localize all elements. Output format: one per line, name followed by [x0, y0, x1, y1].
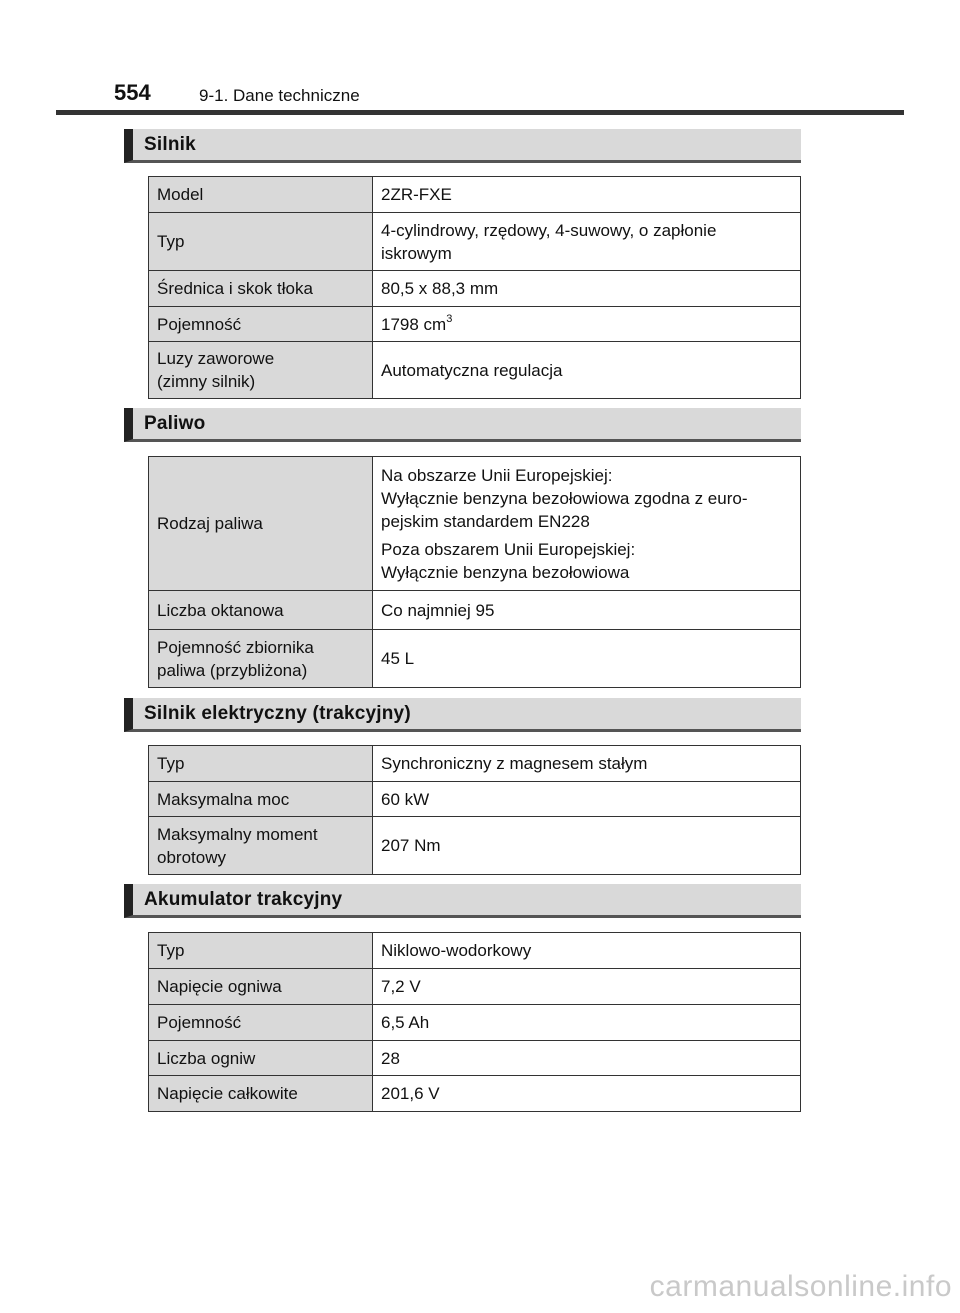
table-row [149, 457, 801, 591]
page-header [0, 0, 960, 116]
header-divider [56, 110, 904, 115]
spec-value [373, 307, 801, 342]
spec-value: Synchroniczny z magnesem stałym [373, 746, 801, 782]
spec-value: 201,6 V [373, 1076, 801, 1112]
section-silnik [124, 129, 801, 391]
spec-value-line: iskrowym [381, 243, 452, 263]
spec-label: Średnica i skok tłoka [149, 271, 373, 307]
spec-table-paliwo [148, 456, 801, 688]
table-row [149, 271, 801, 307]
spec-label: Napięcie całkowite [149, 1076, 373, 1112]
spec-value: 2ZR-FXE [373, 177, 801, 213]
table-row [149, 630, 801, 688]
table-row [149, 782, 801, 817]
spec-value [373, 457, 801, 591]
spec-table-akumulator [148, 932, 801, 1112]
table-row [149, 969, 801, 1005]
table-row [149, 933, 801, 969]
spec-label-line: Maksymalny moment [157, 824, 318, 844]
spec-value: 6,5 Ah [373, 1005, 801, 1041]
spec-value: 7,2 V [373, 969, 801, 1005]
table-row [149, 591, 801, 630]
spec-value: Co najmniej 95 [373, 591, 801, 630]
section-title: Paliwo [124, 408, 801, 442]
spec-value: 80,5 x 88,3 mm [373, 271, 801, 307]
spec-table-silnik [148, 176, 801, 399]
table-row [149, 342, 801, 399]
section-akumulator [124, 884, 801, 1103]
section-silnik-elektryczny [124, 698, 801, 867]
spec-label-line: (zimny silnik) [157, 372, 256, 391]
spec-value-line: Na obszarze Unii Europejskiej: [381, 465, 613, 485]
spec-label: Typ [149, 746, 373, 782]
page-number: 554 [114, 80, 151, 105]
superscript: 3 [446, 312, 453, 325]
spec-label [149, 817, 373, 875]
spec-value: Automatyczna regulacja [373, 342, 801, 399]
spec-paragraph [381, 464, 792, 533]
spec-label: Pojemność [149, 1005, 373, 1041]
spec-value: 45 L [373, 630, 801, 688]
spec-value-line: 4-cylindrowy, rzędowy, 4-suwowy, o zapłonie [381, 220, 717, 240]
spec-label-line: paliwa (przybliżona) [157, 660, 308, 680]
spec-value-line: Wyłącznie benzyna bezołowiowa zgodna z euro- [381, 488, 748, 508]
table-row [149, 307, 801, 342]
table-row [149, 213, 801, 271]
section-title: Silnik elektryczny (trakcyjny) [124, 698, 801, 732]
table-row [149, 1005, 801, 1041]
spec-label-line: obrotowy [157, 847, 226, 867]
spec-value: 207 Nm [373, 817, 801, 875]
table-row [149, 746, 801, 782]
spec-value-line: Wyłącznie benzyna bezołowiowa [381, 562, 630, 582]
spec-value: 60 kW [373, 782, 801, 817]
spec-label: Pojemność [149, 307, 373, 342]
section-title: Akumulator trakcyjny [124, 884, 801, 918]
spec-label: Maksymalna moc [149, 782, 373, 817]
table-row [149, 1076, 801, 1112]
spec-table-silnik-elektryczny [148, 745, 801, 875]
spec-value: 28 [373, 1041, 801, 1076]
spec-label [149, 342, 373, 399]
watermark[interactable]: carmanualsonline.info [649, 1270, 952, 1303]
spec-value-line: Poza obszarem Unii Europejskiej: [381, 539, 636, 559]
spec-label: Napięcie ogniwa [149, 969, 373, 1005]
spec-paragraph [381, 538, 792, 584]
table-row [149, 1041, 801, 1076]
spec-value-text: 1798 cm [381, 314, 447, 334]
spec-value [373, 213, 801, 271]
spec-label: Typ [149, 213, 373, 271]
table-row [149, 177, 801, 213]
spec-label: Liczba oktanowa [149, 591, 373, 630]
spec-value-line: pejskim standardem EN228 [381, 511, 590, 531]
section-paliwo [124, 408, 801, 680]
spec-value: Niklowo-wodorkowy [373, 933, 801, 969]
spec-label-line: Luzy zaworowe [157, 349, 275, 368]
table-row [149, 817, 801, 875]
spec-label-line: Pojemność zbiornika [157, 637, 314, 657]
spec-label: Liczba ogniw [149, 1041, 373, 1076]
section-title: Silnik [124, 129, 801, 163]
spec-label: Model [149, 177, 373, 213]
spec-label: Rodzaj paliwa [149, 457, 373, 591]
chapter-title: 9-1. Dane techniczne [199, 86, 360, 105]
spec-label [149, 630, 373, 688]
spec-label: Typ [149, 933, 373, 969]
